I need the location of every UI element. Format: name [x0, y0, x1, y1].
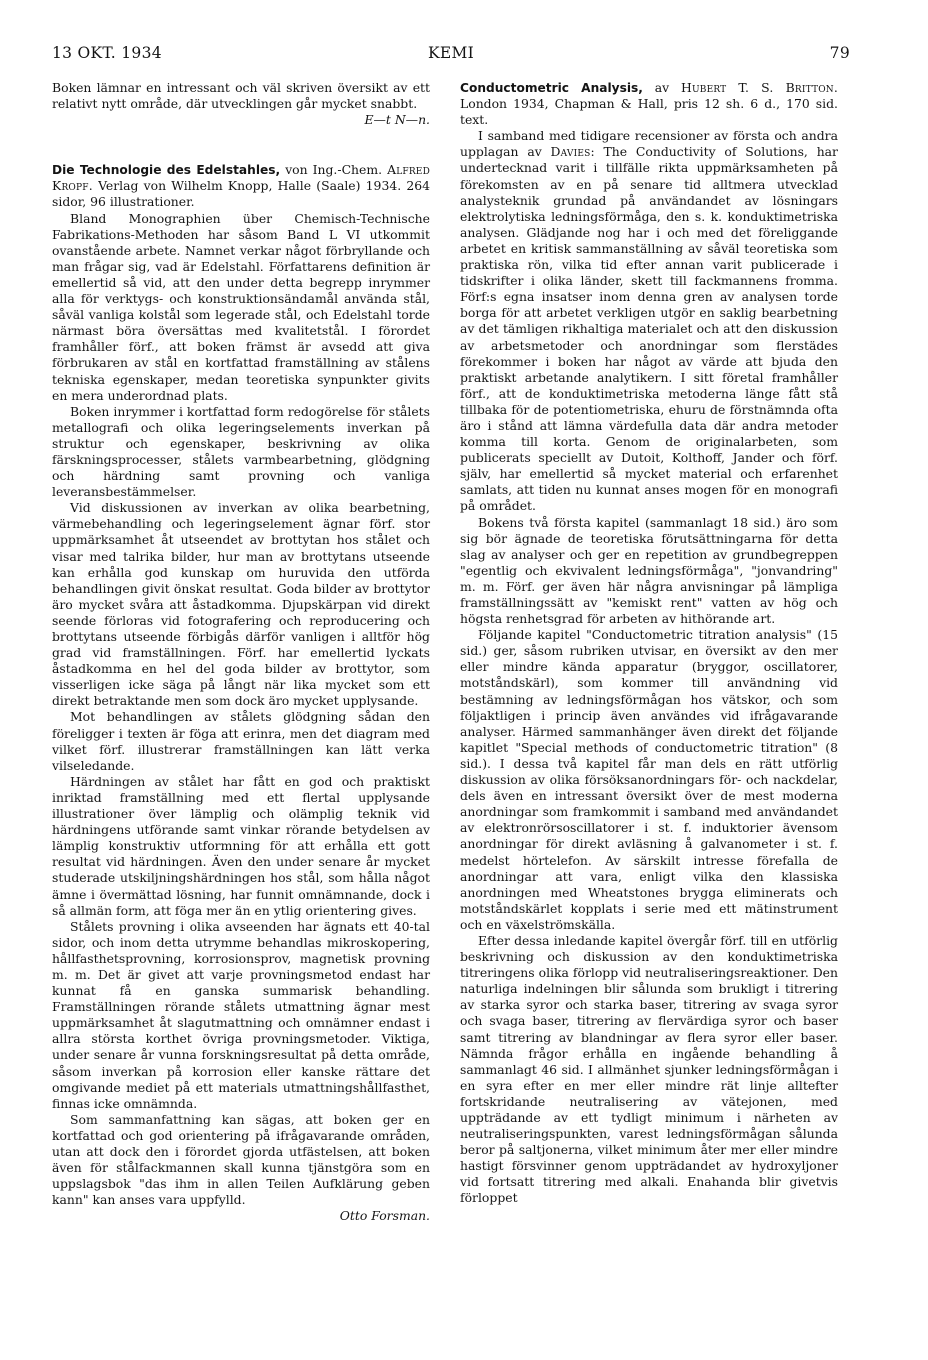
previous-review-ending: Boken lämnar en intressant och väl skriven översikt av ett relativt nytt område, där utvecklingen går mycket snabbt. [52, 80, 430, 112]
journal-title: KEMI [427, 44, 475, 62]
review-publisher: London 1934, Chapman & Hall, pris 12 sh. 6 d., 170 sid. text. [460, 96, 838, 128]
review-publisher: Verlag von Wilhelm Knopp, Halle (Saale) 1934. 264 sidor, 96 illustrationer. [52, 178, 430, 210]
review-author: Alfred Kropf. [52, 162, 430, 194]
reviewer-signature: Otto Forsman. [339, 1208, 430, 1224]
review-heading-edelstahl [52, 162, 430, 210]
issue-date: 13 OKT. 1934 [52, 44, 162, 62]
review-by: av [654, 80, 670, 95]
review-paragraph: Mot behandlingen av stålets glödgning sådan den föreligger i texten är föga att erinra, men det diagram med vilket förf. illustrerar framställningen kan lätt verka vilseledande. [52, 709, 430, 773]
page-number: 79 [829, 44, 850, 62]
review-by: von Ing.-Chem. [285, 162, 383, 178]
review-paragraph: Vid diskussionen av inverkan av olika bearbetning, värmebehandling och legeringselement ägnar förf. stor uppmärksamhet åt utseendet av brottytan hos stålet och visar med talrika bilder, hur man av brottytans utseende kan erhålla god kunskap om huruvida den utförda behandlingen givit önskat resultat. Goda bilder av brottytor äro mycket svåra att åstadkomma. Djupskärpan vid direkt seende förloras vid fotografering och reproducering och brottytans utseende förbigås därför vanligen i alltför hög grad vid framställningen. Förf. har emellertid lyckats åstadkomma en hel del goda bilder av brottytor, som visserligen icke säga på långt när lika mycket som ett direkt betraktande men som dock äro mycket upplysande. [52, 500, 430, 709]
review-author: Hubert T. S. Britton. [680, 80, 838, 95]
review-title: Conductometric Analysis, [460, 81, 643, 95]
review-paragraph: Boken inrymmer i kortfattad form redogörelse för stålets metallografi och olika legeringselements inverkan på struktur och egenskaper, beskrivning av olika färskningsprocesser, stålets varmbearbetning, glödgning och härdning samt provning och vanliga leveransbestämmelser. [52, 403, 430, 500]
page-header [52, 44, 850, 68]
paragraph-text: : The Conductivity of Solutions, har undertecknad varit i tillfälle rikta uppmärksamheten på förekomsten av en på senare tid alltmera utvecklad analysteknik grundad på användandet av lösningars elektrolytiska ledningsförmåga, den s. k. konduktimetriska analysen. Glädjande nog har i och med det föreliggande arbetet en kritisk sammanställning av såväl teoretiska som praktiska rön, vilka tid efter annan varit publicerade i tidskrifter i olika länder, skett till fackmannens fromma. Förf:s egna insatser inom denna gren av analysen torde borga för att arbetet verkligen utgör en saklig bearbetning av det tämligen rikhaltiga materialet och att den diskussion av arbetsmetoder och anordningar som flerstädes förekommer i boken har något av värde att bjuda den praktiskt arbetande analytikern. I sitt företal framhåller förf., att de konduktimetriska metoderna länge fått stå tillbaka för de potentiometriska, ehuru de förstnämnda ofta äro i stånd att lämna värdefulla data där andra metoder komma till korta. Genom de originalarbeten, som publicerats speciellt av Dutoit, Kolthoff, Jander och förf. själv, har emellertid så mycket material och erfarenhet samlats, att tiden nu kunnat anses mogen för en monografi på området. [460, 144, 838, 514]
review-paragraph: Som sammanfattning kan sägas, att boken ger en kortfattad och god orientering på ifrågavarande områden, utan att dock den i förordet gjorda utfästelsen, att boken även för stålfackmannen skall kunna tjänstgöra som en uppslagsbok "das ihm in allen Teilen Aufklärung geben kann" kan anses vara uppfylld. [52, 1111, 430, 1208]
review-heading-conductometric [460, 80, 838, 128]
review-paragraph: Bokens två första kapitel (sammanlagt 18 sid.) äro som sig bör ägnade de teoretiska förutsättningarna för detta slag av analyser och ger en repetition av grundbegreppen "egentlig och ekvivalent ledningsförmåga", "jonvandring" m. m. Förf. ger även här några anvisningar på lämpliga framställningssätt av "kemiskt rent" vatten av hög och högsta renhetsgrad för arbeten av hithörande art. [460, 514, 838, 627]
review-paragraph: Härdningen av stålet har fått en god och praktiskt inriktad framställning med ett flertal upplysande illustrationer över lämplig och olämplig teknik vid härdningens utförande samt vinkar rörande betydelsen av lämplig konstruktiv utformning för att erhålla ett gott resultat vid härdningen. Även den under senare år mycket studerade utskiljningshärdningen hos stål, som hålla något ämne i övermättad lösning, har funnit omnämnande, dock i så allmän form, att föga mer än en ytlig orientering gives. [52, 773, 430, 918]
review-paragraph: Bland Monographien über Chemisch-Technische Fabrikations-Methoden har såsom Band L VI utkommit ovanstående arbete. Namnet verkar något förbryllande och man frågar sig, vad är Edelstahl. Författarens definition är emellertid så vid, att den under detta begrepp inrymmer alla för verktygs- och konstruktionsändamål använda stål, såväl vanliga kolstål som legerade stål, och Edelstahl torde närmast böra översättas med kvalitetstål. I förordet framhåller förf., att boken främst är avsedd att giva förbrukaren av stål en kortfattad framställning av stålens tekniska egenskaper, medan teoretiska synpunkter givits en mera underordnad plats. [52, 210, 430, 403]
previous-review-signature: E—t N—n. [364, 112, 430, 128]
paragraph-text: I samband med tidigare recensioner av första och andra upplagan av [460, 128, 838, 160]
right-column [460, 80, 838, 1207]
review-title: Die Technologie des Edelstahles, [52, 163, 281, 178]
cited-author: Davies [550, 144, 591, 160]
left-column [52, 80, 430, 1224]
review-paragraph: Efter dessa inledande kapitel övergår förf. till en utförlig beskrivning och diskussion av den konduktimetriska titreringens olika förlopp vid neutraliseringsreaktioner. Den naturliga indelningen blir sålunda som brukligt i titrering av starka syror och starka baser, titrering av svaga syror och svaga baser, titrering av flervärdiga syror och baser samt titrering av blandningar av flera syror eller baser. Nämnda frågor erhålla en ingående behandling å sammanlagt 46 sid. I allmänhet sjunker ledningsförmågan i en syra efter en mer eller mindre rät linje alltefter fortskridande neutralisering av vätejonen, med uppträdande av ett tydligt minimum i närheten av neutraliseringspunkten, varest ledningsförmågan sålunda beror på saltjonerna, vilket minimum åter mer eller mindre hastigt försvinner genom uppträdandet av hydroxyljoner vid fortsatt titrering med alkali. Enahanda blir givetvis förloppet [460, 932, 838, 1206]
review-paragraph [460, 128, 838, 514]
review-paragraph: Stålets provning i olika avseenden har ägnats ett 40-tal sidor, och inom detta utrymme behandlas mikroskopering, hållfasthetsprovning, korrosionsprov, magnetisk provning m. m. Det är givet att varje provningsmetod endast har kunnat få en ganska summarisk behandling. Framställningen rörande stålets utmattning ägnar mest uppmärksamhet åt slagutmattning och omnämner endast i allra största korthet övriga provningsmetoder. Viktiga, under senare år vunna forskningsresultat på detta område, såsom inverkan på korrosion eller kanske rättare det omgivande mediet på ett materials utmattningshållfasthet, finnas icke omnämnda. [52, 918, 430, 1111]
review-paragraph: Följande kapitel "Conductometric titration analysis" (15 sid.) ger, såsom rubriken utvisar, en översikt av den mer eller mindre kända apparatur (bryggor, oscillatorer, motståndskärl), som kommer till användning vid bestämning av ledningsförmågan hos vätskor, och som följaktligen i princip även användes vid ifrågavarande analyser. Härmed sammanhänger även direkt det följande kapitlet "Special methods of conductometric titration" (8 sid.). I dessa två kapitel får man dels en rätt utförlig diskussion av olika försöksanordningars för- och nackdelar, dels även en intressant översikt över de mest moderna anordningar som framkommit i samband med användandet av elektronrörsoscillatorer i st. f. induktorier ävensom anordningar för direkt avläsning å galvanometer i st. f. medelst hörtelefon. Av särskilt intresse förefalla de anordningar att vara, enligt vilka den klassiska anordningen med Wheatstones brygga eliminerats och motståndskärlet kopplats i serie med ett mätinstrument och en växelströmskälla. [460, 627, 838, 932]
